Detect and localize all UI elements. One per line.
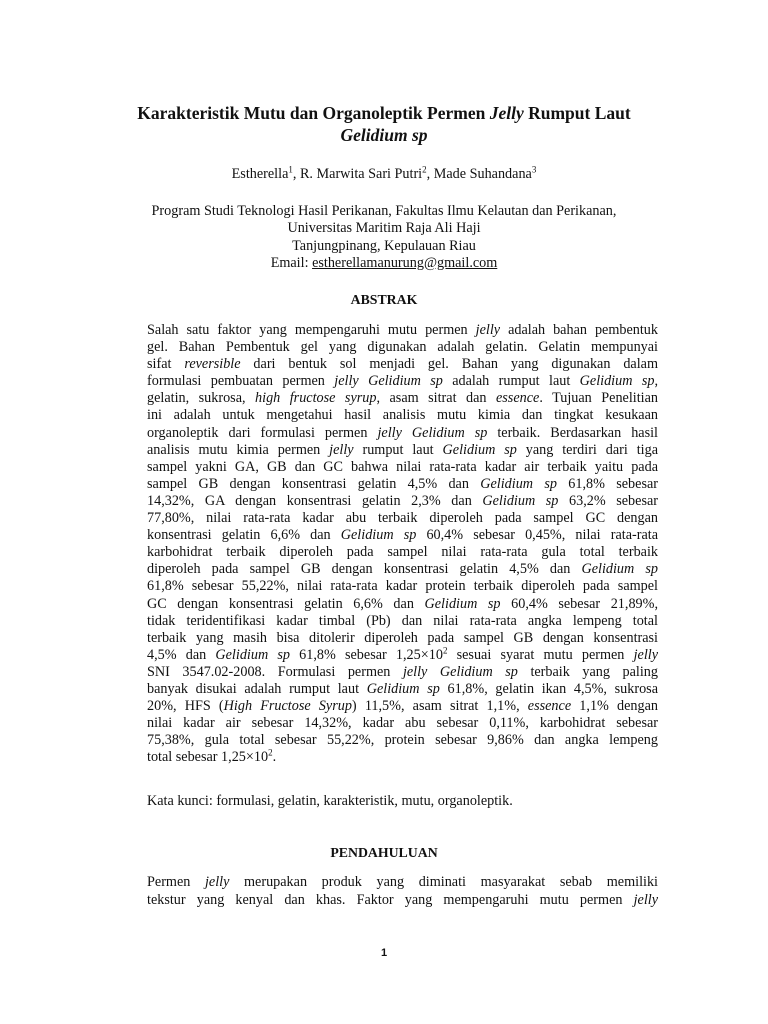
author-affiliation-mark: 3 <box>531 164 537 175</box>
abstract-line: formulasi pembuatan permen jelly Gelidium sp adalah rumput laut Gelidium sp, <box>147 373 658 390</box>
abstract-line: 75,38%, gula total sebesar 55,22%, protein sebesar 9,86% dan angka lempeng <box>147 732 658 749</box>
abstract-line: 61,8% sebesar 55,22%, nilai rata-rata kadar protein terbaik diperoleh pada sampel <box>147 578 658 595</box>
abstract-line: Salah satu faktor yang mempengaruhi mutu permen jelly adalah bahan pembentuk <box>147 322 658 338</box>
abstract-line: SNI 3547.02-2008. Formulasi permen jelly Gelidium sp terbaik yang paling <box>147 663 658 680</box>
intro-line: Permen jelly merupakan produk yang diminati masyarakat sebab memiliki <box>147 874 658 890</box>
intro-line: tekstur yang kenyal dan khas. Faktor yang mempengaruhi mutu permen jelly <box>147 891 658 908</box>
abstract-line: 4,5% dan Gelidium sp 61,8% sebesar $1,25\times 10^2$ sesuai syarat mutu permen jelly <box>147 645 658 663</box>
abstract-line: organoleptik dari formulasi permen jelly Gelidium sp terbaik. Berdasarkan hasil <box>147 424 658 441</box>
affiliation-line: Program Studi Teknologi Hasil Perikanan, Fakultas Ilmu Kelautan dan Perikanan, <box>151 203 617 219</box>
abstract-line: tidak teridentifikasi kadar timbal (Pb) dan nilai rata-rata angka lempeng total <box>147 612 658 629</box>
abstract-heading: ABSTRAK <box>350 292 418 307</box>
abstract-body <box>147 322 658 766</box>
abstract-line: sampel GB dengan konsentrasi gelatin 4,5% dan Gelidium sp 61,8% sebesar <box>147 475 658 492</box>
title-line-1: Karakteristik Mutu dan Organoleptik Permen Jelly Rumput Laut <box>137 103 631 123</box>
abstract-line: terbaik yang masih bisa ditolerir diperoleh pada sampel GB dengan konsentrasi <box>147 629 658 646</box>
abstract-line: karbohidrat terbaik diperoleh pada sampel nilai rata-rata gula total terbaik <box>147 544 658 561</box>
page-number: 1 <box>380 947 388 959</box>
author-name: Made Suhandana <box>433 166 532 182</box>
intro-heading: PENDAHULUAN <box>330 845 438 860</box>
abstract-line: sifat reversible dari bentuk sol menjadi gel. Bahan yang digunakan dalam <box>147 356 658 373</box>
affiliation-line: Tanjungpinang, Kepulauan Riau <box>292 237 476 254</box>
abstract-line: diperoleh pada sampel GB dengan konsentrasi gelatin 4,5% dan Gelidium sp <box>147 561 658 578</box>
abstract-line: gel. Bahan Pembentuk gel yang digunakan adalah gelatin. Gelatin mempunyai <box>147 339 658 356</box>
abstract-line: 77,80%, nilai rata-rata kadar abu terbaik diperoleh pada sampel GC dengan <box>147 510 658 527</box>
abstract-line: ini adalah untuk mengetahui hasil analisis mutu kimia dan tingkat kesukaan <box>147 407 658 424</box>
abstract-line: konsentrasi gelatin 6,6% dan Gelidium sp 60,4% sebesar 0,45%, nilai rata-rata <box>147 527 658 544</box>
abstract-line: banyak disukai adalah rumput laut Gelidium sp 61,8%, gelatin ikan 4,5%, sukrosa <box>147 680 659 697</box>
title-line-2: Gelidium sp <box>340 125 428 145</box>
email-line: Email: estherellamanurung@gmail.com <box>270 254 498 271</box>
affiliation-block <box>100 203 668 272</box>
author-affiliation-mark: 1 <box>288 164 293 175</box>
abstract-line: total sebesar $1,25\times 10^2$. <box>147 747 277 766</box>
abstract-line: gelatin, sukrosa, high fructose syrup, asam sitrat dan essence. Tujuan Penelitian <box>147 390 659 407</box>
affiliation-line: Universitas Maritim Raja Ali Haji <box>287 220 481 237</box>
author-name: R. Marwita Sari Putri <box>299 166 423 182</box>
author-list: Estherella$^1$, R. Marwita Sari Putri$^2$, Made Suhandana$^3$ <box>231 164 537 182</box>
email-link[interactable]: estherellamanurung@gmail.com <box>312 254 498 271</box>
author-name: Estherella <box>231 166 289 182</box>
intro-body <box>147 874 658 909</box>
keywords: Kata kunci: formulasi, gelatin, karakteristik, mutu, organoleptik. <box>147 793 513 809</box>
abstract-line: 14,32%, GA dengan konsentrasi gelatin 2,3% dan Gelidium sp 63,2% sebesar <box>147 492 658 509</box>
paper-title <box>100 102 668 146</box>
abstract-line: sampel yakni GA, GB dan GC bahwa nilai rata-rata kadar air terbaik yaitu pada <box>147 458 658 475</box>
abstract-line: analisis mutu kimia permen jelly rumput laut Gelidium sp yang terdiri dari tiga <box>147 441 658 458</box>
author-affiliation-mark: 2 <box>422 164 427 175</box>
abstract-line: nilai kadar air sebesar 14,32%, kadar abu sebesar 0,11%, karbohidrat sebesar <box>147 715 658 732</box>
abstract-line: GC dengan konsentrasi gelatin 6,6% dan Gelidium sp 60,4% sebesar 21,89%, <box>147 595 658 612</box>
abstract-line: 20%, HFS (High Fructose Syrup) 11,5%, asam sitrat 1,1%, essence 1,1% dengan <box>147 698 658 715</box>
